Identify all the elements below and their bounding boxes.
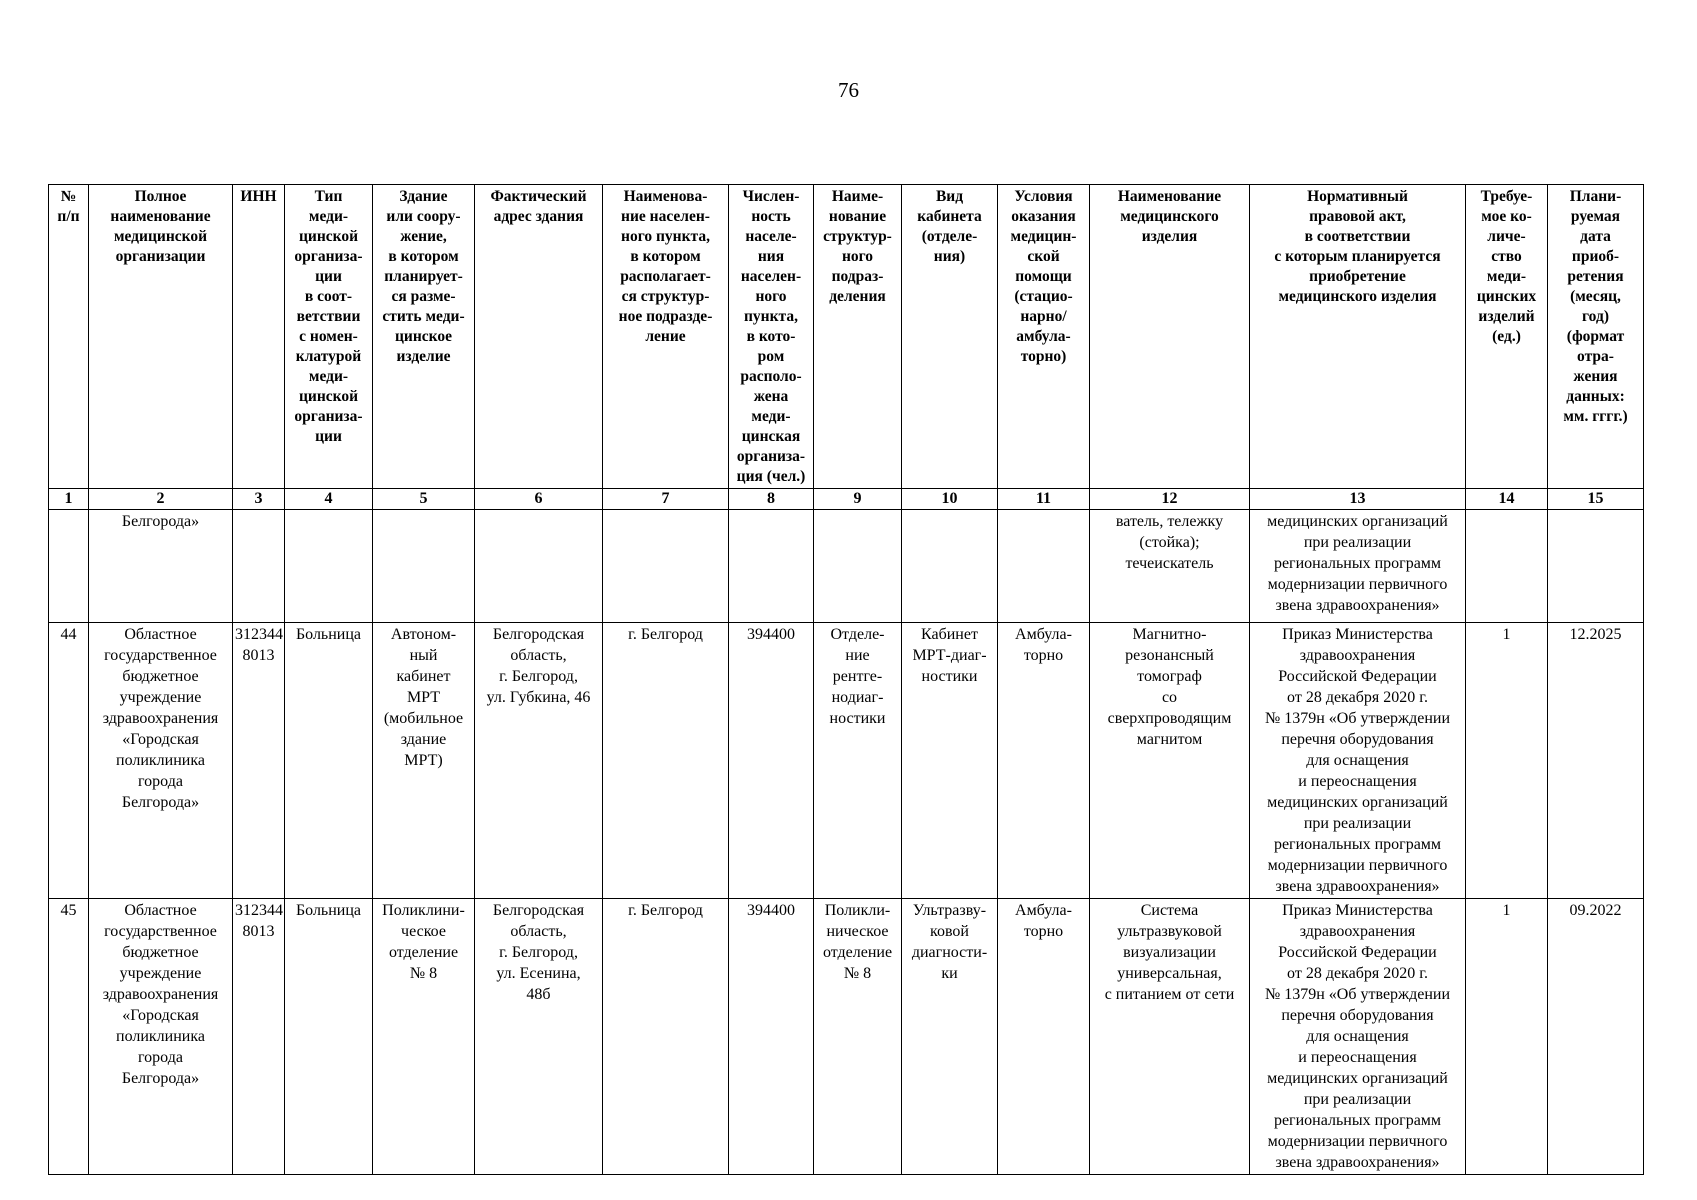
header-cell: Здание или соору- жение, в котором планирует- ся разме- стить меди- цинское изделие <box>373 185 475 489</box>
header-cell: Вид кабинета (отделе- ния) <box>902 185 998 489</box>
table-cell: медицинских организаций при реализации региональных программ модернизации первичного звена здравоохранения» <box>1250 510 1466 623</box>
table-cell <box>285 510 373 623</box>
table-cell: г. Белгород <box>603 899 729 1175</box>
table-cell: 1 <box>1466 623 1548 899</box>
header-cell: Условия оказания медицин- ской помощи (стацио- нарно/ амбула- торно) <box>998 185 1090 489</box>
header-cell: Числен- ность населе- ния населен- ного пункта, в кото- ром располо- жена меди- цинская организа- ция (чел.) <box>729 185 814 489</box>
table-cell: Амбула- торно <box>998 899 1090 1175</box>
table-cell: 312344 8013 <box>233 899 285 1175</box>
table-cell: 394400 <box>729 623 814 899</box>
table-cell: Поликлини- ческое отделение № 8 <box>373 899 475 1175</box>
column-number: 11 <box>998 489 1090 510</box>
column-number-row <box>49 489 1644 510</box>
header-cell: Полное наименование медицинской организации <box>89 185 233 489</box>
column-number: 14 <box>1466 489 1548 510</box>
header-cell: Фактический адрес здания <box>475 185 603 489</box>
column-number: 2 <box>89 489 233 510</box>
header-cell: Плани- руемая дата приоб- ретения (месяц, год) (формат отра- жения данных: мм. гггг.) <box>1548 185 1644 489</box>
column-number: 8 <box>729 489 814 510</box>
table-cell <box>998 510 1090 623</box>
table-cell: Белгородская область, г. Белгород, ул. Губкина, 46 <box>475 623 603 899</box>
table-cell: Кабинет МРТ-диаг- ностики <box>902 623 998 899</box>
table-cell <box>49 510 89 623</box>
table-cell <box>373 510 475 623</box>
table-cell: Приказ Министерства здравоохранения Российской Федерации от 28 декабря 2020 г. № 1379н «Об утверждении перечня оборудования для оснащения и переоснащения медицинских организаций при реализации региональных программ модернизации первичного звена здравоохранения» <box>1250 623 1466 899</box>
column-number: 15 <box>1548 489 1644 510</box>
header-cell: Наименование медицинского изделия <box>1090 185 1250 489</box>
table-cell: Белгородская область, г. Белгород, ул. Есенина, 48б <box>475 899 603 1175</box>
table-cell: 394400 <box>729 899 814 1175</box>
table-cell: 44 <box>49 623 89 899</box>
header-cell: Наименова- ние населен- ного пункта, в котором располагает- ся структур- ное подразде- ление <box>603 185 729 489</box>
column-number: 4 <box>285 489 373 510</box>
table-row-45 <box>49 899 1644 1175</box>
table-row-continuation <box>49 510 1644 623</box>
table-cell: Больница <box>285 623 373 899</box>
table-cell: Областное государственное бюджетное учреждение здравоохранения «Городская поликлиника города Белгорода» <box>89 899 233 1175</box>
table-cell: 12.2025 <box>1548 623 1644 899</box>
header-cell: Требуе- мое ко- личе- ство меди- цинских изделий (ед.) <box>1466 185 1548 489</box>
table-cell: 09.2022 <box>1548 899 1644 1175</box>
table-cell <box>233 510 285 623</box>
table-cell <box>475 510 603 623</box>
column-number: 10 <box>902 489 998 510</box>
header-cell: № п/п <box>49 185 89 489</box>
table-cell: 1 <box>1466 899 1548 1175</box>
column-number: 13 <box>1250 489 1466 510</box>
table-cell <box>1466 510 1548 623</box>
table-cell: 45 <box>49 899 89 1175</box>
header-cell: ИНН <box>233 185 285 489</box>
table-row-44 <box>49 623 1644 899</box>
table-cell: Областное государственное бюджетное учреждение здравоохранения «Городская поликлиника города Белгорода» <box>89 623 233 899</box>
table-cell <box>603 510 729 623</box>
table-cell: 312344 8013 <box>233 623 285 899</box>
table-cell: Магнитно- резонансный томограф со сверхпроводящим магнитом <box>1090 623 1250 899</box>
column-number: 5 <box>373 489 475 510</box>
column-number: 7 <box>603 489 729 510</box>
column-number: 3 <box>233 489 285 510</box>
column-number: 12 <box>1090 489 1250 510</box>
table-cell: Отделе- ние рентге- нодиаг- ностики <box>814 623 902 899</box>
table-cell: Амбула- торно <box>998 623 1090 899</box>
table-cell: Больница <box>285 899 373 1175</box>
header-cell: Наиме- нование структур- ного подраз- деления <box>814 185 902 489</box>
table-cell: Автоном- ный кабинет МРТ (мобильное здание МРТ) <box>373 623 475 899</box>
table-cell <box>1548 510 1644 623</box>
table-cell: Белгорода» <box>89 510 233 623</box>
table-cell: Система ультразвуковой визуализации универсальная, с питанием от сети <box>1090 899 1250 1175</box>
header-cell: Тип меди- цинской организа- ции в соот- ветствии с номен- клатурой меди- цинской организа- ции <box>285 185 373 489</box>
column-number: 1 <box>49 489 89 510</box>
table-cell: г. Белгород <box>603 623 729 899</box>
column-number: 6 <box>475 489 603 510</box>
table-cell: ватель, тележку (стойка); течеискатель <box>1090 510 1250 623</box>
table-cell: Приказ Министерства здравоохранения Российской Федерации от 28 декабря 2020 г. № 1379н «Об утверждении перечня оборудования для оснащения и переоснащения медицинских организаций при реализации региональных программ модернизации первичного звена здравоохранения» <box>1250 899 1466 1175</box>
table-cell <box>902 510 998 623</box>
table-cell: Ультразву- ковой диагности- ки <box>902 899 998 1175</box>
page-number: 76 <box>838 78 859 102</box>
table-cell: Поликли- ническое отделение № 8 <box>814 899 902 1175</box>
equipment-table <box>48 184 1644 1175</box>
header-row <box>49 185 1644 489</box>
column-number: 9 <box>814 489 902 510</box>
header-cell: Нормативный правовой акт, в соответствии с которым планируется приобретение медицинского изделия <box>1250 185 1466 489</box>
table-cell <box>729 510 814 623</box>
table-cell <box>814 510 902 623</box>
